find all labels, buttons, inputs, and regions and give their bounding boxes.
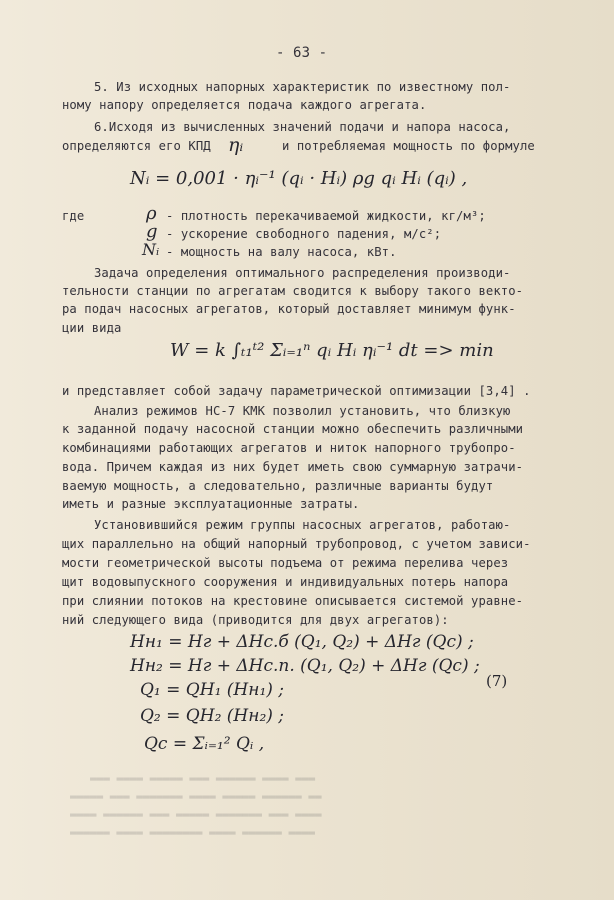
- text-line-3: 6.Исходя из вычисленных значений подачи и напора насоса,: [94, 120, 511, 134]
- system-eq-5: Qс = Σᵢ₌₁² Qᵢ ,: [144, 734, 265, 754]
- bleed-through-1: ▬▬▬ ▬▬▬▬ ▬▬▬▬▬ ▬▬▬ ▬▬▬▬▬▬ ▬▬▬▬ ▬▬▬: [90, 772, 316, 785]
- system-eq-4: Q₂ = QH₂ (Hн₂) ;: [140, 706, 285, 726]
- text-line-24: при слиянии потоков на крестовине описывается системой уравне-: [62, 594, 524, 608]
- text-line-18: ваемую мощность, а следовательно, различные варианты будут: [62, 479, 494, 493]
- system-eq-3: Q₁ = QH₁ (Hн₁) ;: [140, 680, 285, 700]
- bleed-through-4: ▬▬▬▬▬▬ ▬▬▬▬ ▬▬▬▬▬▬▬▬ ▬▬▬▬ ▬▬▬▬▬▬ ▬▬▬▬: [70, 826, 316, 839]
- text-line-15: к заданной подачу насосной станции можно обеспечить различными: [62, 422, 524, 436]
- text-line-13: и представляет собой задачу параметрической оптимизации [3,4] .: [62, 384, 531, 398]
- text-line-9: Задача определения оптимального распределения производи-: [94, 266, 511, 280]
- g-symbol: g: [146, 221, 158, 242]
- text-line-11: ра подач насосных агрегатов, который доставляет минимум функ-: [62, 302, 516, 316]
- text-line-4b: и потребляемая мощность по формуле: [282, 139, 535, 153]
- def-n: - мощность на валу насоса, кВт.: [166, 245, 397, 259]
- power-formula: Nᵢ = 0,001 · ηᵢ⁻¹ (qᵢ · Hᵢ) ρg qᵢ Hᵢ (qᵢ) ,: [130, 168, 468, 189]
- system-eq-2: Hн₂ = Hг + ΔHс.п. (Q₁, Q₂) + ΔHг (Qс) ;: [130, 656, 480, 676]
- page-number: - 63 -: [276, 45, 328, 61]
- text-line-12: ции вида: [62, 321, 122, 335]
- text-line-22: мости геометрической высоты подъема от режима перелива через: [62, 556, 509, 570]
- rho-symbol: ρ: [146, 203, 157, 224]
- text-line-25: ний следующего вида (приводится для двух агрегатов):: [62, 613, 449, 627]
- bleed-through-3: ▬▬▬▬ ▬▬▬▬▬▬ ▬▬▬ ▬▬▬▬▬ ▬▬▬▬▬▬▬ ▬▬▬ ▬▬▬▬: [70, 808, 322, 821]
- system-eq-1: Hн₁ = Hг + ΔHс.б (Q₁, Q₂) + ΔHг (Qс) ;: [130, 632, 474, 652]
- text-line-17: вода. Причем каждая из них будет иметь свою суммарную затрачи-: [62, 460, 524, 474]
- def-rho: - плотность перекачиваемой жидкости, кг/м³;: [166, 209, 486, 223]
- equation-number: (7): [486, 672, 508, 690]
- text-line-16: комбинациями работающих агрегатов и ниток напорного трубопро-: [62, 441, 516, 455]
- text-line-4: определяются его КПД: [62, 139, 211, 153]
- text-line-23: щит водовыпускного сооружения и индивидуальных потерь напора: [62, 575, 509, 589]
- eta-symbol: ηᵢ: [228, 134, 244, 156]
- text-line-21: щих параллельно на общий напорный трубопровод, с учетом зависи-: [62, 537, 531, 551]
- objective-formula: W = k ∫ₜ₁ᵗ² Σᵢ₌₁ⁿ qᵢ Hᵢ ηᵢ⁻¹ dt => min: [170, 340, 494, 361]
- def-g: - ускорение свободного падения, м/с²;: [166, 227, 442, 241]
- text-line-14: Анализ режимов НС-7 КМК позволил установить, что близкую: [94, 404, 511, 418]
- text-line-1: 5. Из исходных напорных характеристик по известному пол-: [94, 80, 511, 94]
- text-line-10: тельности станции по агрегатам сводится к выбору такого векто-: [62, 284, 524, 298]
- text-line-19: иметь и разные эксплуатационные затраты.: [62, 497, 360, 511]
- n-symbol: Nᵢ: [142, 240, 160, 259]
- where-label: где: [62, 209, 85, 223]
- bleed-through-2: ▬▬▬▬▬ ▬▬▬ ▬▬▬▬▬▬▬ ▬▬▬▬ ▬▬▬▬▬ ▬▬▬▬▬▬ ▬▬: [70, 790, 322, 803]
- text-line-2: ному напору определяется подача каждого агрегата.: [62, 98, 427, 112]
- text-line-20: Установившийся режим группы насосных агрегатов, работаю-: [94, 518, 511, 532]
